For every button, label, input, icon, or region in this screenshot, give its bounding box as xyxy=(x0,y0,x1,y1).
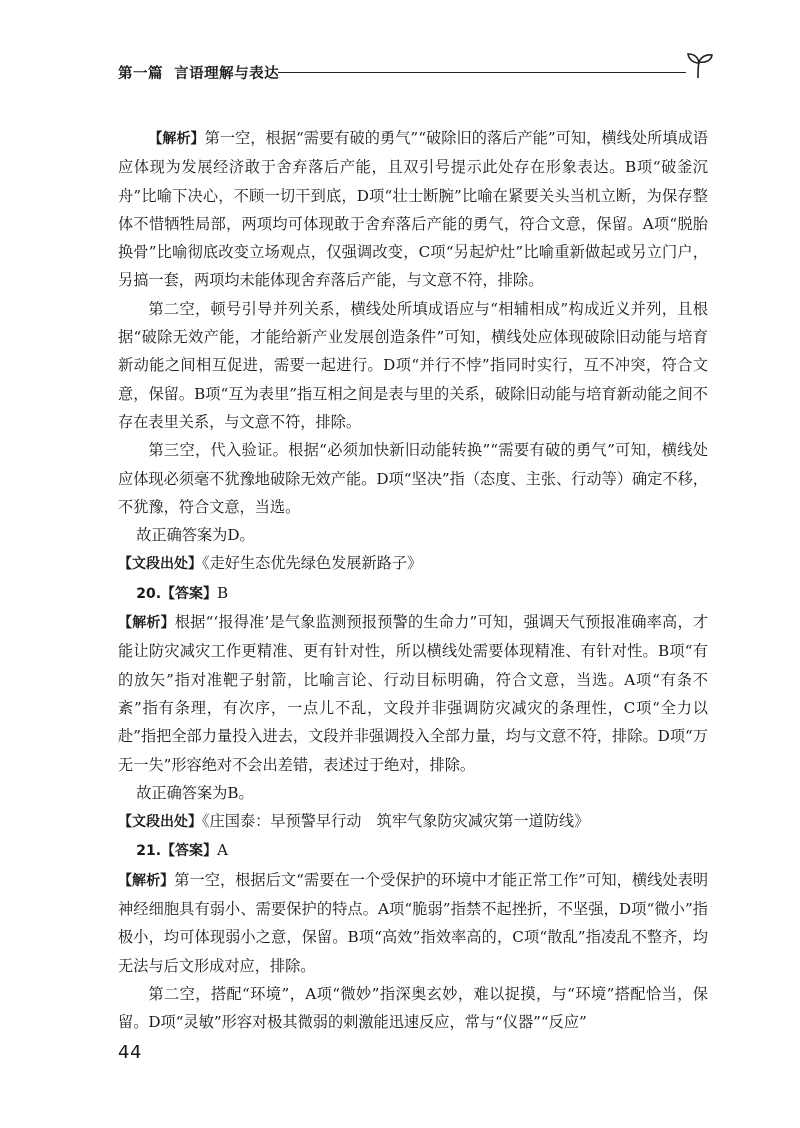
sprout-icon xyxy=(684,50,714,80)
page-number: 44 xyxy=(118,1042,142,1063)
q20-number: 20. xyxy=(136,585,162,602)
running-header xyxy=(118,54,708,84)
q19-source-title: 《走好生态优先绿色发展新路子》 xyxy=(202,554,423,573)
q19-analysis-paragraph-2: 第二空，顿号引导并列关系，横线处所填成语应与“相辅相成”构成近义并列，且根据“破除无效产能，才能给新产业发展创造条件”可知，横线处应体现破除旧动能与培育新动能之间相互促进，需要一起进行。D项“并行不悖”指同时实行，互不冲突，符合文意，保留。B项“互为表里”指互相之间是表与里的关系，破除旧动能与培育新动能之间不存在表里关系，与文意不符，排除。 xyxy=(118,299,708,431)
q21-analysis-text: 第一空，根据后文“需要在一个受保护的环境中才能正常工作”可知，横线处表明神经细胞具有弱小、需要保护的特点。A项“脆弱”指禁不起挫折，不坚强，D项“微小”指极小，均可体现弱小之意，保留。B项“高效”指效率高的，C项“散乱”指凌乱不整齐，均无法与后文形成对应，排除。 xyxy=(118,870,709,975)
q20-answer: B xyxy=(217,583,229,602)
q21-answer: A xyxy=(217,841,229,860)
answer-tag: 【答案】 xyxy=(161,585,218,602)
analysis-tag: 【解析】 xyxy=(118,872,175,889)
section-title: 言语理解与表达 xyxy=(174,66,280,82)
q20-source xyxy=(118,807,708,836)
q20-analysis-paragraph xyxy=(118,608,708,779)
source-tag: 【文段出处】 xyxy=(118,814,202,831)
q19-analysis-paragraph-3: 第三空，代入验证。根据“必须加快新旧动能转换”“需要有破的勇气”可知，横线处应体现必须毫不犹豫地破除无效产能。D项“坚决”指（态度、主张、行动等）确定不移，不犹豫，符合文意，当选。 xyxy=(118,441,708,516)
q19-analysis-text: 第一空，根据“需要有破的勇气”“破除旧的落后产能”可知，横线处所填成语应体现为发展经济敢于舍弃落后产能，且双引号提示此处存在形象表达。B项“破釜沉舟”比喻下决心，不顾一切干到底，D项“壮士断腕”比喻在紧要关头当机立断，为保存整体不惜牺牲局部，两项均可体现敢于舍弃落后产能的勇气，符合文意，保留。A项“脱胎换骨”比喻彻底改变立场观点，仅强调改变，C项“另起炉灶”比喻重新做起或另立门户，另搞一套，两项均未能体现舍弃落后产能，与文意不符，排除。 xyxy=(118,129,708,290)
q21-analysis-paragraph-2: 第二空，搭配“环境”，A项“微妙”指深奥玄妙，难以捉摸，与“环境”搭配恰当，保留。D项“灵敏”形容对极其微弱的刺激能迅速反应，常与“仪器”“反应” xyxy=(118,984,708,1032)
q19-analysis-paragraph-1 xyxy=(118,124,708,295)
q19-conclusion: 故正确答案为D。 xyxy=(136,526,255,545)
header-rule xyxy=(278,72,686,73)
chapter-label: 第一篇 xyxy=(118,66,163,82)
q20-analysis-text: 根据“‘报得准’是气象监测预报预警的生命力”可知，强调天气预报准确率高，才能让防灾减灾工作更精准、更有针对性，所以横线处需要体现精准、有针对性。B项“有的放矢”指对准靶子射箭，比喻言论、行动目标明确，符合文意，当选。A项“有条不紊”指有条理，有次序，一点儿不乱，文段并非强调防灾减灾的条理性，C项“全力以赴”指把全部力量投入进去，文段并非强调投入全部力量，均与文意不符，排除。D项“万无一失”形容绝对不会出差错，表述过于绝对，排除。 xyxy=(118,613,709,774)
q19-source xyxy=(118,549,708,578)
q20-answer-line xyxy=(118,579,708,608)
q21-answer-line xyxy=(118,836,708,865)
q21-number: 21. xyxy=(136,843,162,860)
answer-tag: 【答案】 xyxy=(161,843,218,860)
analysis-tag: 【解析】 xyxy=(118,615,175,632)
q21-analysis-paragraph-1 xyxy=(118,866,708,980)
q20-conclusion: 故正确答案为B。 xyxy=(136,783,254,802)
analysis-tag: 【解析】 xyxy=(148,131,205,147)
q20-source-title: 《庄国泰：早预警早行动 筑牢气象防灾减灾第一道防线》 xyxy=(202,812,590,831)
page-body xyxy=(118,124,708,1037)
source-tag: 【文段出处】 xyxy=(118,556,202,573)
chapter-title xyxy=(118,62,279,83)
